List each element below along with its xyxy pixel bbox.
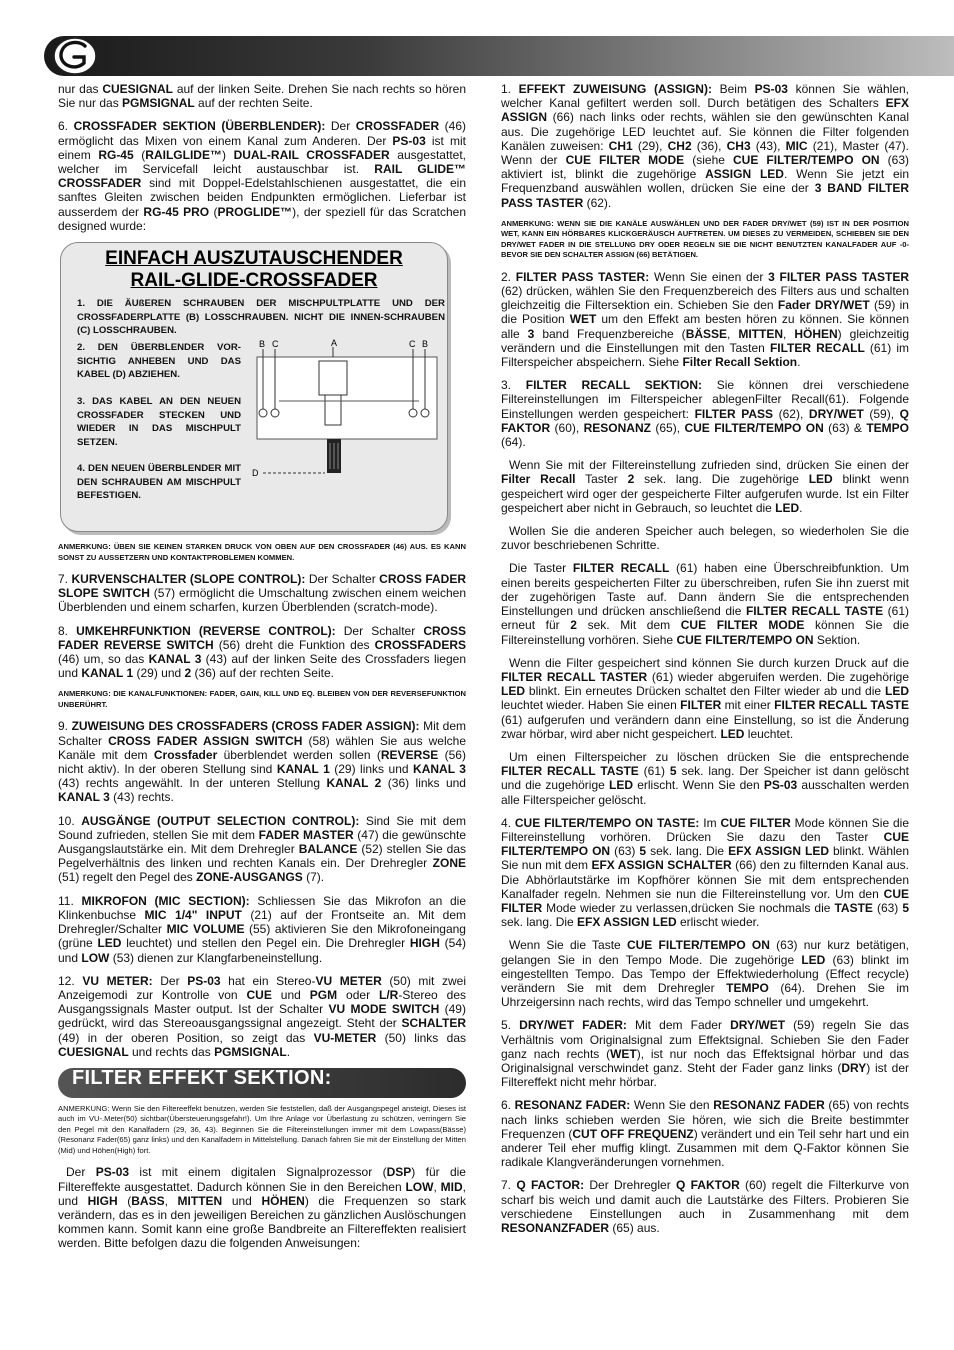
paragraph-effekt-zuweisung: 1. EFFEKT ZUWEISUNG (ASSIGN): Beim PS-03 können Sie wählen, welcher Kanal gefiltert werden soll. Durch betätigen des Schalters EFX ASSIGN (66) nach links oder rechts, wählen sie den gewünschten Kanal aus. Die zugehörige LED leuchtet auf. Sie können die Filter folgenden Kanälen zuweisen: CH1 (29), CH2 (36), CH3 (43), MIC (21), Master (47). Wenn der CUE FILTER MODE (siehe CUE FILTER/TEMPO ON (63) aktiviert ist, blinkt die zugehörige ASSIGN LED. Wenn Sie jetzt ein Frequenzband auswählen wollen, drücken Sie eine der 3 BAND FILTER PASS TASTER (62). bbox=[501, 82, 910, 210]
box-title-line: RAIL-GLIDE-CROSSFADER bbox=[130, 270, 378, 292]
paragraph-dry-wet: 5. DRY/WET FADER: Mit dem Fader DRY/WET (59) regeln Sie das Verhältnis vom Originalsignal zum Effektsignal. Schieben Sie den Fader ganz nach rechts (WET), ist nur noch das Effektsignal hörbar und das Originalsignal verschwindet ganz. Steht der Fader ganz links (DRY) ist der Filtereffekt nicht mehr hörbar. bbox=[501, 1018, 910, 1090]
paragraph: Wenn Sie mit der Filtereinstellung zufrieden sind, drücken Sie einen der Filter Recall Taster 2 sek. lang. Die zugehörige LED blinkt wenn gespeichert wird oger der gespeicherte Filter aufgerufen wurde. Ist ein Filter gespeichert aber nicht in Gebrauch, so leuchtet die LED. bbox=[501, 458, 909, 515]
paragraph: Wenn die Filter gespeichert sind können Sie durch kurzen Druck auf die FILTER RECALL TASTER (61) wieder abgeruifen werden. Die zugehörige LED blinkt. Ein erneutes Drücken schaltet den Filter wieder ab und die LED leuchtet wieder. Haben Sie einen FILTER mit einer FILTER RECALL TASTE (61) aufgerufen und verändern dann eine Einstellung, so ist die Änderung zwar hörbar, wird aber nicht gespeichert. LED leuchtet. bbox=[501, 655, 909, 741]
paragraph: Wollen Sie die anderen Speicher auch belegen, so wiederholen Sie die zuvor beschriebenen Schritte. bbox=[501, 524, 909, 553]
box-step-1: 1. DIE ÄUßEREN SCHRAUBEN DER MISCHPULTPLATTE UND DER CROSSFADERPLATTE (B) LOSSCHRAUBEN. NICHT DIE INNEN-SCHRAUBEN (C) LOSSCHRAUBEN. bbox=[77, 298, 445, 337]
diagram-label-c: C bbox=[409, 339, 416, 350]
note-filter: ANMERKUNG: Wenn Sie den Filtereeffekt benutzen, werden Sie feststellen, daß der Ausgangspegel ansteigt, Dieses ist auch im VU-.Meter(50) sichtbar(Übersteuerungsgefahr!). Um Ihre Anlage vor Überlastung zu schützen, verringern Sie den Pegel mit den Kanalfadern (29, 36, 43). Beginnen Sie die Filtereinstellungen immer mit dem Lowpass(Bässe)(Resonanz Fader(65) ganz links) und den Kanalfadern in Mittelstellung. Danach fahren Sie mit der Einstellung der Mitten (Mid) und Höhen(High) fort. bbox=[58, 1103, 466, 1155]
paragraph-crossfader-assign: 9. ZUWEISUNG DES CROSSFADERS (CROSS FADER ASSIGN): Mit dem Schalter CROSS FADER ASSIGN SWITCH (58) wählen Sie aus welche Kanäle mit dem Crossfader überblendet werden sollen (REVERSE (56) nicht aktiv). In der oberen Stellung sind KANAL 1 (29) links und KANAL 3 (43) rechts angewählt. In der unteren Stellung KANAL 2 (36) links und KANAL 3 (43) rechts. bbox=[58, 719, 466, 805]
note-assign: ANMERKUNG: WENN SIE DIE KANÄLE AUSWÄHLEN UND DER FADER DRY/WET (59) IST IN DER POSITION WET, KANN EIN HÖRBARES KLICKGERÄUSCH AUFTRETEN. UM DIESES ZU VERMEIDEN, SCHIEBEN SIE DEN DRY/WET FADER IN DIE STELLUNG DRY ODER REGELN SIE DIE NICHT BENUTZTEN KANALFADER AUF -0- BEVOR SIE DEN SCHALTER ASSIGN (66) BETÄTIGEN. bbox=[501, 218, 909, 260]
section-banner bbox=[58, 1068, 466, 1098]
box-step-3: 3. DAS KABEL AN DEN NEUEN CROSSFADER STECKEN UND WIEDER IN DAS MISCHPULT SETZEN. bbox=[77, 396, 241, 448]
diagram-label-b: B bbox=[422, 339, 429, 350]
crossfader-diagram bbox=[249, 339, 445, 499]
paragraph-q-factor: 7. Q FACTOR: Der Drehregler Q FAKTOR (60) regelt die Filterkurve von scharf bis weich und damit auch die Lautstärke des Filters. Probieren Sie verschiedene Einstellungen auch in Zusammenhang mit dem RESONANZFADER (65) aus. bbox=[501, 1178, 909, 1236]
paragraph: Wenn Sie die Taste CUE FILTER/TEMPO ON (63) nur kurz betätigen, gelangen Sie in den Tempo Mode. Die zugehörige LED (63) blinkt im eingestellten Tempo. Das Tempo der Effektwiederholung (Effect recycle) verändern Sie mit dem Drehregler TEMPO (64). Drehen Sie im Uhrzeigersinn nach rechts, wird das Tempo schneller und umgekehrt. bbox=[501, 938, 910, 1010]
crossfader-replacement-box bbox=[60, 242, 448, 532]
section-title: FILTER EFFEKT SEKTION: bbox=[72, 1066, 332, 1089]
paragraph-filter-recall: 3. FILTER RECALL SEKTION: Sie können drei verschiedene Filtereinstellungen im Filterspeicher ablegenFilter Recall(61). Folgende Einstellungen werden gespeichert: FILTER PASS (62), DRY/WET (59), Q FAKTOR (60), RESONANZ (65), CUE FILTER/TEMPO ON (63) & TEMPO (64). bbox=[501, 378, 910, 450]
paragraph-reverse-control: 8. UMKEHRFUNKTION (REVERSE CONTROL): Der Schalter CROSS FADER REVERSE SWITCH (56) dreht die Funktion des CROSSFADERS (46) um, so das KANAL 3 (43) auf der linken Seite des Crossfaders liegen und KANAL 1 (29) und 2 (36) auf der rechten Seite. bbox=[58, 623, 467, 681]
diagram-label-a: A bbox=[331, 339, 338, 349]
box-step-4: 4. DEN NEUEN ÜBERBLENDER MIT DEN SCHRAUBEN AM MISCHPULT BEFESTIGEN. bbox=[77, 463, 241, 502]
right-column bbox=[501, 82, 909, 1244]
note-crossfader: ANMERKUNG: ÜBEN SIE KEINEN STARKEN DRUCK VON OBEN AUF DEN CROSSFADER (46) AUS. ES KANN SONST ZU AUSSETZERN UND KONTAKTPROBLEMEN KOMMEN. bbox=[58, 542, 466, 562]
paragraph-cue-filter: 4. CUE FILTER/TEMPO ON TASTE: Im CUE FILTER Mode können Sie die Filtereinstellung vorhören. Drücken Sie dazu den Taster CUE FILTER/TEMPO ON (63) 5 sek. lang. Die EFX ASSIGN LED blinkt. Wählen Sie nun mit dem EFX ASSIGN SCHALTER (66) den zu filternden Kanal aus. Die Abhörlautstärke im Kopfhörer können Sie mit dem entsprechenden Kanalfader regeln. Nehmen sie nun die Filtereinstellung vor. Um den CUE FILTER Mode wieder zu verlassen,drücken Sie nochmals die TASTE (63) 5 sek. lang. Die EFX ASSIGN LED erlischt wieder. bbox=[501, 815, 910, 930]
diagram-label-b: B bbox=[259, 339, 266, 350]
paragraph-dsp: Der PS-03 ist mit einem digitalen Signalprozessor (DSP) für die Filtereffekte ausgestattet. Dadurch können Sie in den Bereichen LOW, MID, und HIGH (BASS, MITTEN und HÖHEN) die Frequenzen so stark verändern, das es in den jeweiligen Bereichen zu gänzlichen Auslöschungen kommen kann. Somit kann eine große Bandbreite an Filtereffekten realisiert werden. Bitte befolgen dazu die folgenden Anweisungen: bbox=[58, 1165, 466, 1251]
paragraph: nur das CUESIGNAL auf der linken Seite. Drehen Sie nach rechts so hören Sie nur das PGMSIGNAL auf der rechten Seite. bbox=[58, 82, 467, 111]
left-column bbox=[58, 82, 466, 1260]
paragraph-vu-meter: 12. VU METER: Der PS-03 hat ein Stereo-VU METER (50) mit zwei Anzeigemodi zur Kontrolle von CUE und PGM oder L/R-Stereo des Ausgangssignals Master output. Ist der Schalter VU MODE SWITCH (49) gedrückt, wird das Stereoausgangssignal angezeigt. Steht der SCHALTER (49) in der oberen Position, so zeigt das VU-METER (50) links das CUESIGNAL und rechts das PGMSIGNAL. bbox=[58, 973, 466, 1059]
paragraph-output-selection: 10. AUSGÄNGE (OUTPUT SELECTION CONTROL): Sind Sie mit dem Sound zufrieden, stellen Sie mit dem FADER MASTER (47) die gewünschte Ausgangslautstärke ein. Mit dem Drehregler BALANCE (52) stellen Sie das Pegelverhältnis des linken und rechten Kanals ein. Der Drehregler ZONE (51) regelt den Pegel des ZONE-AUSGANGS (7). bbox=[58, 813, 466, 885]
brand-logo-icon bbox=[52, 36, 98, 76]
box-title bbox=[61, 248, 447, 292]
paragraph-crossfader-section: 6. CROSSFADER SEKTION (ÜBERBLENDER): Der CROSSFADER (46) ermöglicht das Mixen von einem Kanal zum Anderen. Der PS-03 ist mit einem RG-45 (RAILGLIDE™) DUAL-RAIL CROSSFADER ausgestattet, welcher im Servicefall leicht austauschbar ist. RAIL GLIDE™ CROSSFADER sind mit Doppel-Edelstahlschienen ausgestattet, die ein sanftes Gleiten zwischen beiden Endpunkten ermöglichen. Lieferbar ist ausserdem der RG-45 PRO (PROGLIDE™), der speziell für das Scratchen designed wurde: bbox=[58, 119, 466, 233]
box-title-line: EINFACH AUSZUTAUSCHENDER bbox=[105, 248, 403, 270]
paragraph-filter-pass: 2. FILTER PASS TASTER: Wenn Sie einen der 3 FILTER PASS TASTER (62) drücken, wählen Sie den Frequenzbereich des Filters aus und schalten gleichzeitig die Filtersektion ein. Schieben Sie den Fader DRY/WET (59) in die Position WET um den Effekt am besten hören zu können. Sie können alle 3 band Frequenzbereiche (BÄSSE, MITTEN, HÖHEN) gleichzeitig verändern und die Einstellungen mit den Tasten FILTER RECALL (61) im Filterspeicher abspeichern. Siehe Filter Recall Sektion. bbox=[501, 269, 910, 370]
paragraph-resonanz: 6. RESONANZ FADER: Wenn Sie den RESONANZ FADER (65) von rechts nach links schieben werden Sie hören, wie sich die Breite bestimmter Frequenzen (CUT OFF FREQUENZ) verändert und ein Teil sehr hart und ein anderer Teil eher muffig klingt. Zusammen mit dem Q-Faktor können Sie radikale Klangveränderungen vornehmen. bbox=[501, 1098, 910, 1170]
diagram-label-d: D bbox=[252, 468, 259, 479]
header-bar bbox=[44, 36, 954, 76]
diagram-label-c: C bbox=[272, 339, 279, 350]
paragraph: Die Taster FILTER RECALL (61) haben eine Überschreibfunktion. Um einen bereits gespeicherten Filter zu überschreiben, rufen Sie ihn zuerst mit der zugehörigen Taste auf. Dann ändern Sie die entsprechenden Einstellungen und drücken anschließend die FILTER RECALL TASTE (61) erneut für 2 sek. Mit dem CUE FILTER MODE können Sie die Filtereinstellung vorhören. Siehe CUE FILTER/TEMPO ON Sektion. bbox=[501, 561, 910, 647]
box-step-2: 2. DEN ÜBERBLENDER VOR-SICHTIG ANHEBEN UND DAS KABEL (D) ABZIEHEN. bbox=[77, 342, 241, 381]
paragraph-mic-section: 11. MIKROFON (MIC SECTION): Schliessen Sie das Mikrofon an die Klinkenbuchse MIC 1/4" INPUT (21) auf der Frontseite an. Mit dem Drehregler/Schalter MIC VOLUME (55) aktivieren Sie den Mikrofoneingang (grüne LED leuchtet) und stellen den Pegel ein. Die Drehregler HIGH (54) und LOW (53) dienen zur Klangfarbeneinstellung. bbox=[58, 893, 467, 965]
paragraph: Um einen Filterspeicher zu löschen drücken Sie die entsprechende FILTER RECALL TASTE (61) 5 sek. lang. Der Speicher ist dann gelöscht und die zugehörige LED erlischt. Wenn Sie den PS-03 ausschalten werden alle Filterspeicher gelöscht. bbox=[501, 749, 909, 807]
note-kanal: ANMERKUNG: DIE KANALFUNKTIONEN: FADER, GAIN, KILL UND EQ. BLEIBEN VON DER REVERSEFUNKTION UNBERÜHRT. bbox=[58, 689, 466, 709]
paragraph-slope-control: 7. KURVENSCHALTER (SLOPE CONTROL): Der Schalter CROSS FADER SLOPE SWITCH (57) ermöglicht die Umschaltung zwischen einem weichen Überblenden und einem scharfen, kurzen Überblenden (scratch-mode). bbox=[58, 572, 466, 615]
